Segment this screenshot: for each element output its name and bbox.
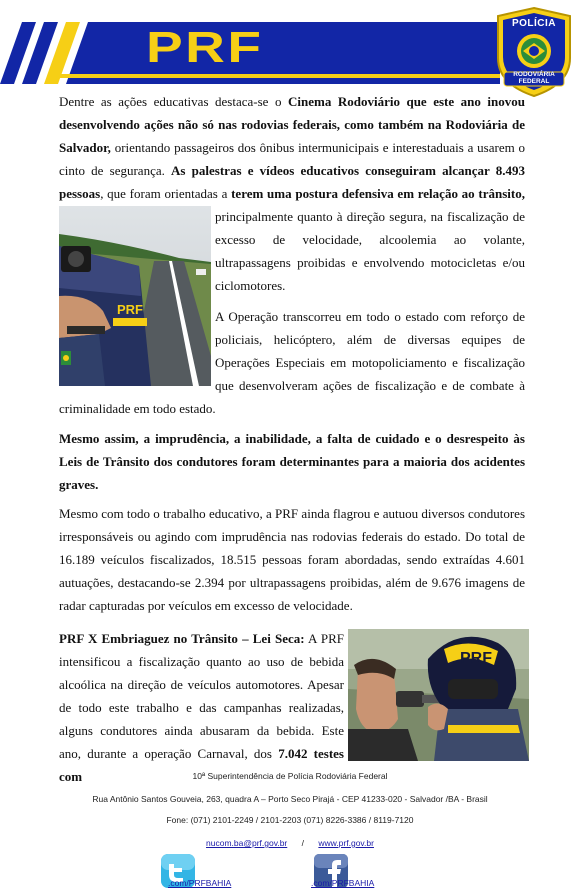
text-run: principalmente quanto à direção segura, na fiscalização de excesso de velocidade, alcoolemia ao volante, ultrapassagens proibidas e envolvendo motocicletas e/ou ciclomotores. (215, 209, 525, 293)
page-header (0, 0, 580, 95)
text-run: A PRF intensificou a fiscalização quanto ao uso de bebida alcoólica na direção de veículos automotores. Apesar de todo este trabalho e das campanhas realizadas, alguns condutores ainda abusaram da bebida. Este ano, durante a operação Carnaval, dos (59, 631, 344, 761)
footer-phone: Fone: (071) 2101-2249 / 2101-2203 (071) 8226-3386 / 8119-7120 (166, 815, 414, 825)
badge-subtitle-line1: RODOVIÁRIA (513, 71, 555, 78)
website-link[interactable]: www.prf.gov.br (318, 838, 374, 848)
text-run: Cinema Rodoviário que este ano inovou desenvolvendo ações não só nas rodovias federais, como também na Rodoviária de Salvador, (59, 94, 525, 155)
badge-subtitle (500, 71, 568, 85)
footer-address: Rua Antônio Santos Gouveia, 263, quadra A – Porto Seco Pirajá - CEP 41233-020 - Salvador /BA - Brasil (92, 794, 488, 804)
photo1-car-text: PRF (117, 302, 143, 317)
brand-logo-text: PRF (146, 23, 264, 72)
footer-separator: / (301, 838, 304, 848)
paragraph-imprudencia (59, 427, 525, 496)
facebook-link[interactable]: .com/PRFBAHIA (311, 878, 375, 888)
footer-organization: 10ª Superintendência de Polícia Rodoviária Federal (192, 771, 388, 781)
text-run: , que foram orientadas a (100, 186, 232, 201)
paragraph-operacao-text: A Operação transcorreu em todo o estado com reforço de policiais, helicóptero, além de diversas equipes de Operações Especiais em motopoliciamento e fiscalização que desenvolveram ações de fiscalização e de combate à criminalidade em todo estado. (59, 309, 525, 416)
text-run: Dentre as ações educativas destaca-se o (59, 94, 288, 109)
paragraph-imprudencia-text: Mesmo assim, a imprudência, a inabilidade, a falta de cuidado e o desrespeito às Leis de Trânsito dos condutores foram determinantes para a maioria dos acidentes graves. (59, 431, 525, 492)
badge-subtitle-line2: FEDERAL (518, 78, 550, 85)
photo-breathalyzer-test (348, 629, 529, 761)
photo1-spacer (59, 305, 211, 385)
photo2-helmet-text: PRF (460, 650, 492, 667)
badge-title: POLÍCIA (511, 18, 557, 29)
paragraph-operacao (59, 305, 525, 420)
footer-links (0, 838, 580, 848)
text-run: terem uma postura defensiva em relação ao trânsito, (231, 186, 525, 201)
text-run: orientando passageiros dos ônibus intermunicipais e interestaduais a usarem o cinto de segurança. (59, 140, 525, 178)
paragraph-fiscalizacao (59, 502, 525, 617)
twitter-link[interactable]: .com/PRFBAHIA (168, 878, 232, 888)
text-run: 7.042 testes com (59, 746, 344, 784)
email-link[interactable]: nucom.ba@prf.gov.br (206, 838, 288, 848)
paragraph-fiscalizacao-text: Mesmo com todo o trabalho educativo, a PRF ainda flagrou e autuou diversos condutores irresponsáveis ou agindo com imprudência nas rodovias federais do estado. Do total de 16.189 veículos fiscalizados, 18.515 pessoas foram abordadas, sendo extraídas 4.601 autuações, destacando-se 2.394 por ultrapassagens proibidas, além de 9.676 imagens de radar capturadas por veículos em excesso de velocidade. (59, 506, 525, 613)
text-run: PRF X Embriaguez no Trânsito – Lei Seca: (59, 631, 305, 646)
text-run: As palestras e vídeos educativos conseguiram alcançar 8.493 pessoas (59, 163, 526, 201)
